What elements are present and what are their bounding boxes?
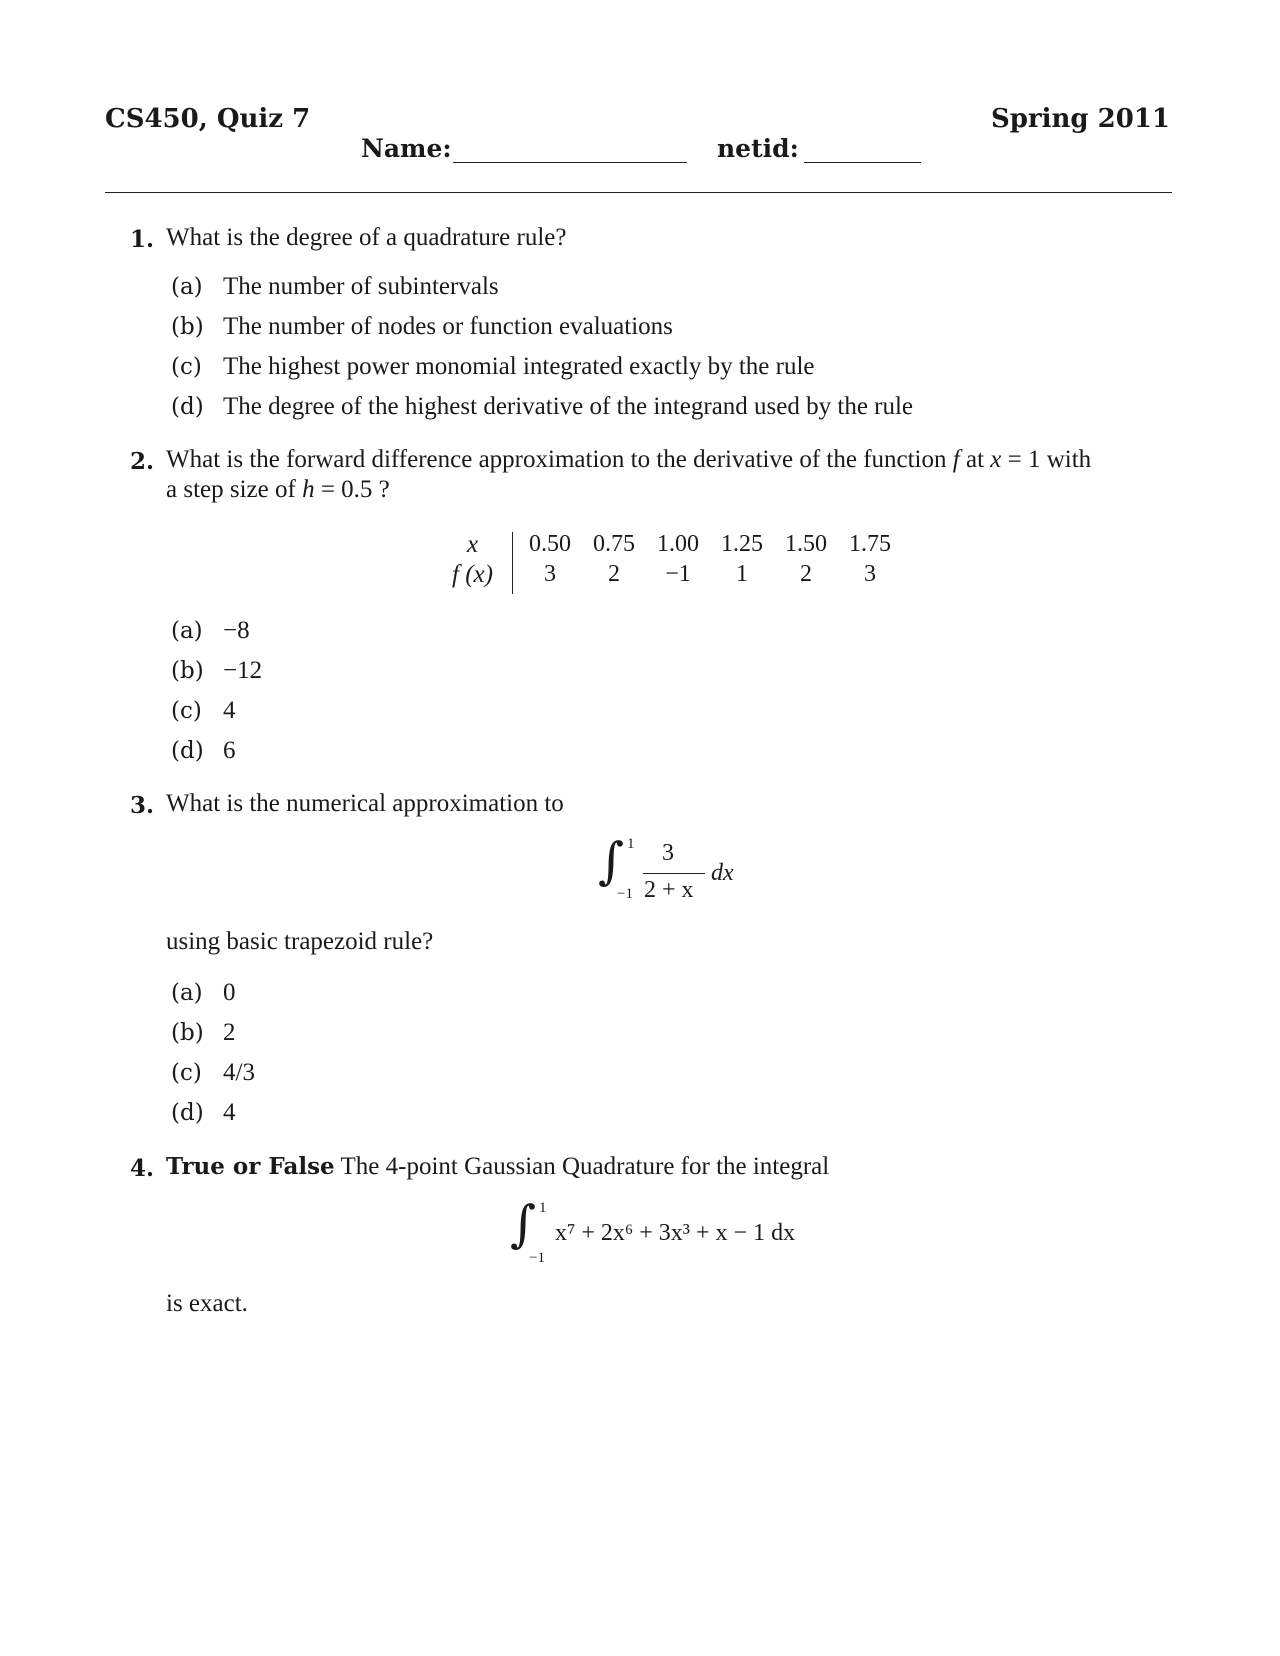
question-1-text: What is the degree of a quadrature rule? xyxy=(166,224,567,251)
option-label: (d) xyxy=(171,1100,204,1126)
option-label: (c) xyxy=(171,698,202,724)
option-label: (b) xyxy=(171,314,204,340)
q1-option-d xyxy=(171,393,913,421)
q2-text-part: What is the forward difference approximation to the derivative of the function xyxy=(166,446,947,473)
q2-text-part: = 0.5 ? xyxy=(320,476,390,503)
q2-text-part: = 1 with xyxy=(1007,446,1092,473)
q3-option-d xyxy=(171,1099,236,1127)
q1-option-b xyxy=(171,313,673,341)
question-2-text-line-1 xyxy=(166,446,1091,474)
table-x-value: 0.75 xyxy=(593,531,635,557)
table-x-value: 1.25 xyxy=(721,531,763,557)
question-3-text: What is the numerical approximation to xyxy=(166,790,564,817)
q1-option-c xyxy=(171,353,814,381)
q3-option-a xyxy=(171,979,236,1007)
q1-option-a xyxy=(171,273,499,301)
table-f-value: 1 xyxy=(736,561,748,587)
option-label: (a) xyxy=(171,274,203,300)
integral-upper-limit: 1 xyxy=(627,836,635,852)
table-fx-label: f (x) xyxy=(452,561,493,588)
q2-text-part: a step size of xyxy=(166,476,296,503)
question-2-text-line-2 xyxy=(166,476,390,504)
question-3-text-after: using basic trapezoid rule? xyxy=(166,928,434,955)
option-text: 4/3 xyxy=(223,1059,255,1086)
question-4-text xyxy=(166,1153,829,1181)
true-or-false-label: True or False xyxy=(166,1153,335,1180)
integral-lower-limit: −1 xyxy=(617,886,633,902)
question-number: 2. xyxy=(130,448,155,475)
table-x-value: 1.75 xyxy=(849,531,891,557)
table-f-value: 2 xyxy=(608,561,620,587)
q2-option-d xyxy=(171,737,236,765)
integral-upper-limit: 1 xyxy=(539,1200,547,1216)
option-label: (a) xyxy=(171,618,203,644)
table-f-value: 2 xyxy=(800,561,812,587)
q2-text-part: at xyxy=(965,446,985,473)
table-divider xyxy=(512,532,513,594)
option-text: The degree of the highest derivative of the integrand used by the rule xyxy=(223,393,914,420)
table-f-value: −1 xyxy=(665,561,691,587)
term-label: Spring 2011 xyxy=(990,104,1170,134)
header-divider xyxy=(105,192,1172,193)
netid-blank xyxy=(804,162,921,163)
option-text: The number of nodes or function evaluations xyxy=(223,313,673,340)
option-text: 2 xyxy=(223,1019,236,1046)
question-3 xyxy=(130,792,154,819)
name-label: Name: xyxy=(361,134,452,163)
table-x-value: 0.50 xyxy=(529,531,571,557)
option-text: −8 xyxy=(223,617,250,644)
option-label: (c) xyxy=(171,354,202,380)
fraction-denominator: 2 + x xyxy=(644,877,694,903)
name-blank xyxy=(453,162,687,163)
option-label: (c) xyxy=(171,1060,202,1086)
q2-option-b xyxy=(171,657,262,685)
option-label: (d) xyxy=(171,394,204,420)
integrand-expression: x⁷ + 2x⁶ + 3x³ + x − 1 dx xyxy=(555,1220,796,1246)
table-x-value: 1.00 xyxy=(657,531,699,557)
integral-sign: ∫ xyxy=(510,1195,537,1253)
option-label: (b) xyxy=(171,658,204,684)
fraction-bar xyxy=(643,873,705,874)
option-text: The number of subintervals xyxy=(223,273,499,300)
option-text: 0 xyxy=(223,979,236,1006)
question-2 xyxy=(130,448,154,475)
var-f: f xyxy=(952,446,960,473)
question-4-text-after: is exact. xyxy=(166,1290,248,1317)
question-number: 4. xyxy=(130,1155,155,1182)
var-h: h xyxy=(302,476,315,503)
table-f-value: 3 xyxy=(864,561,876,587)
table-f-value: 3 xyxy=(544,561,556,587)
question-4 xyxy=(130,1155,154,1182)
q3-option-b xyxy=(171,1019,236,1047)
option-text: −12 xyxy=(223,657,263,684)
integral-sign: ∫ xyxy=(598,832,625,890)
option-text: 4 xyxy=(223,1099,236,1126)
question-number: 1. xyxy=(130,226,155,253)
integral-lower-limit: −1 xyxy=(529,1250,545,1266)
integral-dx: dx xyxy=(711,860,734,886)
fraction-numerator: 3 xyxy=(662,840,674,866)
netid-label: netid: xyxy=(717,134,799,163)
var-x: x xyxy=(990,446,1002,473)
option-label: (b) xyxy=(171,1020,204,1046)
option-label: (d) xyxy=(171,738,204,764)
option-label: (a) xyxy=(171,980,203,1006)
option-text: The highest power monomial integrated exactly by the rule xyxy=(223,353,815,380)
question-1 xyxy=(130,226,154,253)
table-x-label: x xyxy=(467,531,479,558)
option-text: 4 xyxy=(223,697,236,724)
q2-option-c xyxy=(171,697,236,725)
question-number: 3. xyxy=(130,792,155,819)
table-x-value: 1.50 xyxy=(785,531,827,557)
q4-text-part: The 4-point Gaussian Quadrature for the integral xyxy=(340,1153,830,1180)
option-text: 6 xyxy=(223,737,236,764)
quiz-title: CS450, Quiz 7 xyxy=(105,104,311,134)
q2-option-a xyxy=(171,617,250,645)
q3-option-c xyxy=(171,1059,255,1087)
